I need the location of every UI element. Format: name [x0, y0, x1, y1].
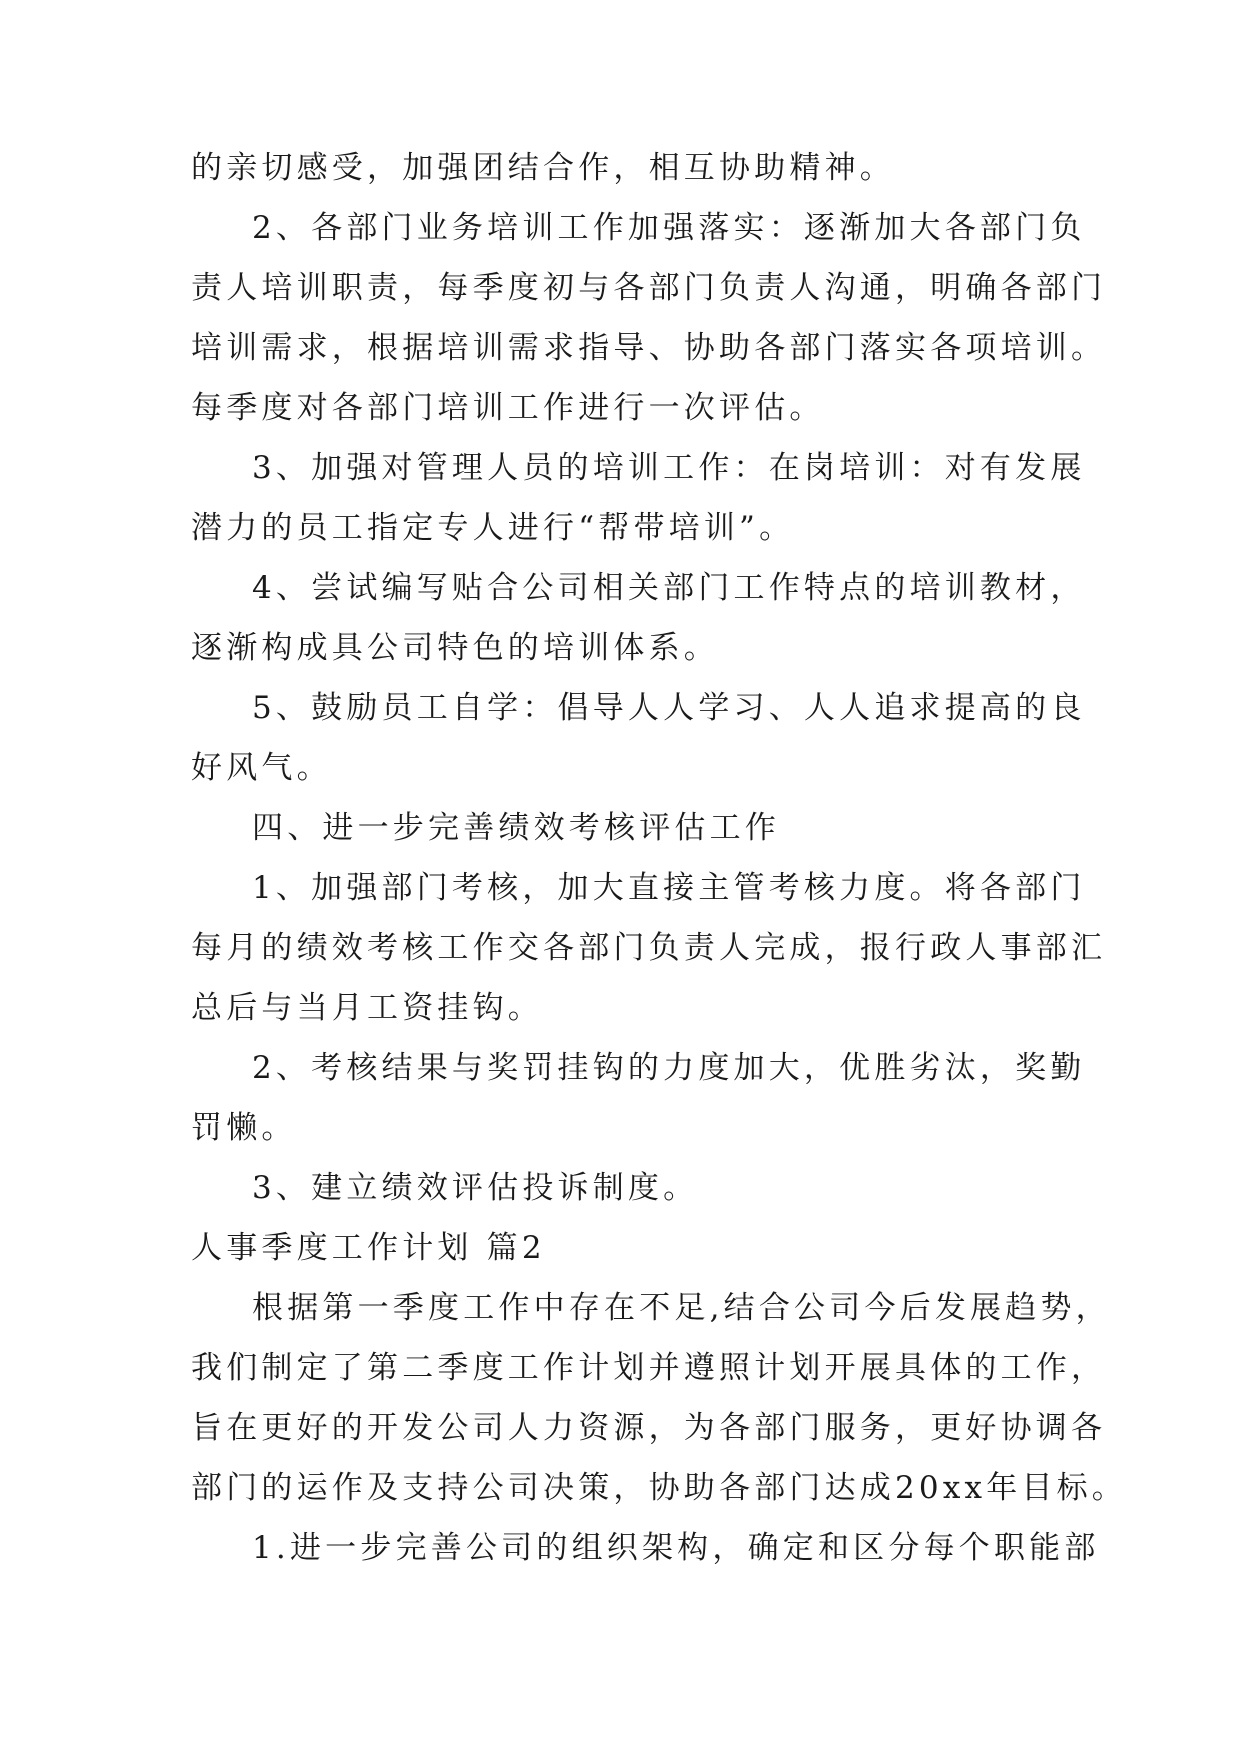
section-heading-four: 四、进一步完善绩效考核评估工作	[252, 810, 780, 846]
list-item-performance-1: 1、加强部门考核，加大直接主管考核力度。将各部门	[252, 870, 1086, 906]
text-line: 每月的绩效考核工作交各部门负责人完成，报行政人事部汇	[191, 930, 1107, 966]
text-line: 部门的运作及支持公司决策，协助各部门达成20xx年目标。	[191, 1470, 1128, 1506]
text-line: 罚懒。	[191, 1110, 297, 1146]
text-line: 的亲切感受，加强团结合作，相互协助精神。	[191, 150, 895, 186]
text-line: 旨在更好的开发公司人力资源，为各部门服务，更好协调各	[191, 1410, 1107, 1446]
text-line: 总后与当月工资挂钩。	[191, 990, 543, 1026]
list-item-org-1: 1.进一步完善公司的组织架构，确定和区分每个职能部	[252, 1530, 1100, 1566]
paragraph-intro: 根据第一季度工作中存在不足,结合公司今后发展趋势，	[252, 1290, 1111, 1326]
list-item-training-2: 2、各部门业务培训工作加强落实：逐渐加大各部门负	[252, 210, 1086, 246]
text-line: 好风气。	[191, 750, 332, 786]
text-line: 责人培训职责，每季度初与各部门负责人沟通，明确各部门	[191, 270, 1107, 306]
text-line: 潜力的员工指定专人进行“帮带培训”。	[191, 510, 795, 546]
list-item-training-5: 5、鼓励员工自学：倡导人人学习、人人追求提高的良	[252, 690, 1086, 726]
list-item-training-4: 4、尝试编写贴合公司相关部门工作特点的培训教材，	[252, 570, 1086, 606]
text-line: 逐渐构成具公司特色的培训体系。	[191, 630, 719, 666]
list-item-performance-3: 3、建立绩效评估投诉制度。	[252, 1170, 699, 1206]
list-item-performance-2: 2、考核结果与奖罚挂钩的力度加大，优胜劣汰，奖勤	[252, 1050, 1086, 1086]
text-line: 我们制定了第二季度工作计划并遵照计划开展具体的工作，	[191, 1350, 1107, 1386]
text-line: 每季度对各部门培训工作进行一次评估。	[191, 390, 825, 426]
article-title-part-2: 人事季度工作计划 篇2	[191, 1230, 546, 1266]
list-item-training-3: 3、加强对管理人员的培训工作：在岗培训：对有发展	[252, 450, 1086, 486]
text-line: 培训需求，根据培训需求指导、协助各部门落实各项培训。	[191, 330, 1107, 366]
